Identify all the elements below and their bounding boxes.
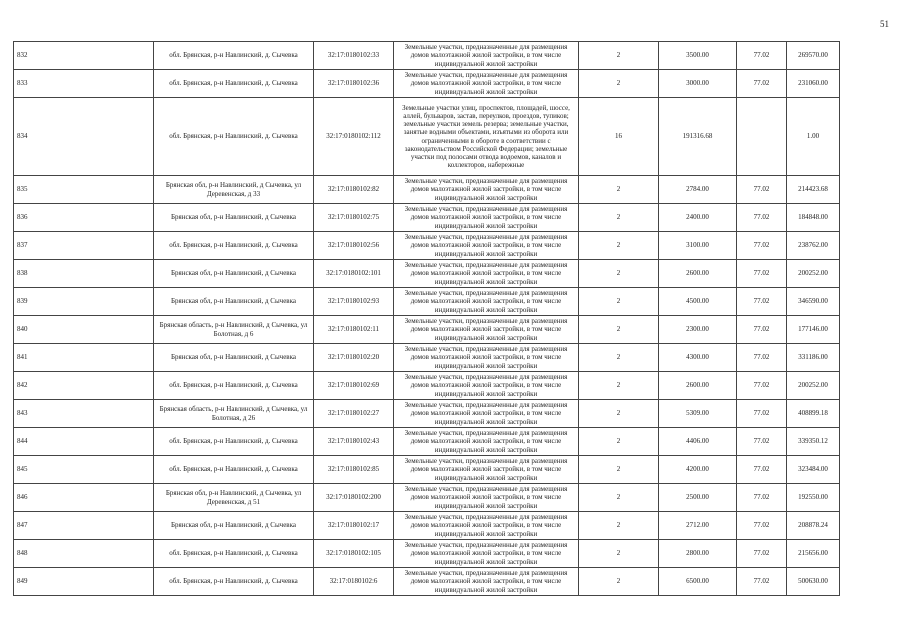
permitted-use-cell: Земельные участки, предназначенные для размещения домов малоэтажной жилой застройки, в том числе индивидуальной жилой застройки	[394, 484, 579, 512]
category-code-cell: 2	[579, 204, 659, 232]
area-cell: 2600.00	[659, 372, 737, 400]
cadastral-value-cell: 323484.00	[787, 456, 840, 484]
row-number: 832	[14, 42, 154, 70]
address-cell: обл. Брянская, р-н Навлинский, д. Сычевка	[154, 568, 314, 596]
address-cell: обл. Брянская, р-н Навлинский, д. Сычевка	[154, 70, 314, 98]
address-cell: Брянская обл, р-н Навлинский, д Сычевка, ул Деревенская, д 51	[154, 484, 314, 512]
row-number: 845	[14, 456, 154, 484]
table-row	[14, 42, 840, 70]
category-code-cell: 2	[579, 400, 659, 428]
cadastral-number-cell: 32:17:0180102:43	[314, 428, 394, 456]
specific-value-cell: 77.02	[737, 400, 787, 428]
table-row	[14, 484, 840, 512]
specific-value-cell: 77.02	[737, 568, 787, 596]
cadastral-value-cell: 238762.00	[787, 232, 840, 260]
cadastral-number-cell: 32:17:0180102:33	[314, 42, 394, 70]
area-cell: 4500.00	[659, 288, 737, 316]
cadastral-number-cell: 32:17:0180102:200	[314, 484, 394, 512]
specific-value-cell: 77.02	[737, 204, 787, 232]
cadastral-number-cell: 32:17:0180102:85	[314, 456, 394, 484]
permitted-use-cell: Земельные участки, предназначенные для размещения домов малоэтажной жилой застройки, в том числе индивидуальной жилой застройки	[394, 428, 579, 456]
row-number: 833	[14, 70, 154, 98]
area-cell: 3000.00	[659, 70, 737, 98]
address-cell: обл. Брянская, р-н Навлинский, д. Сычевка	[154, 428, 314, 456]
row-number: 844	[14, 428, 154, 456]
specific-value-cell: 77.02	[737, 344, 787, 372]
permitted-use-cell: Земельные участки, предназначенные для размещения домов малоэтажной жилой застройки, в том числе индивидуальной жилой застройки	[394, 232, 579, 260]
cadastral-value-cell: 231060.00	[787, 70, 840, 98]
cadastral-number-cell: 32:17:0180102:27	[314, 400, 394, 428]
category-code-cell: 2	[579, 176, 659, 204]
cadastral-value-cell: 184848.00	[787, 204, 840, 232]
row-number: 837	[14, 232, 154, 260]
cadastral-number-cell: 32:17:0180102:82	[314, 176, 394, 204]
table-row	[14, 260, 840, 288]
table-body	[14, 42, 840, 596]
cadastral-value-cell: 208878.24	[787, 512, 840, 540]
area-cell: 4406.00	[659, 428, 737, 456]
address-cell: Брянская область, р-н Навлинский, д Сычевка, ул Болотная, д 6	[154, 316, 314, 344]
row-number: 839	[14, 288, 154, 316]
category-code-cell: 2	[579, 428, 659, 456]
address-cell: обл. Брянская, р-н Навлинский, д. Сычевка	[154, 540, 314, 568]
permitted-use-cell: Земельные участки, предназначенные для размещения домов малоэтажной жилой застройки, в том числе индивидуальной жилой застройки	[394, 204, 579, 232]
specific-value-cell: 77.02	[737, 70, 787, 98]
address-cell: Брянская обл, р-н Навлинский, д Сычевка, ул Деревенская, д 33	[154, 176, 314, 204]
permitted-use-cell: Земельные участки, предназначенные для размещения домов малоэтажной жилой застройки, в том числе индивидуальной жилой застройки	[394, 176, 579, 204]
row-number: 848	[14, 540, 154, 568]
specific-value-cell: 77.02	[737, 456, 787, 484]
permitted-use-cell: Земельные участки, предназначенные для размещения домов малоэтажной жилой застройки, в том числе индивидуальной жилой застройки	[394, 344, 579, 372]
address-cell: Брянская область, р-н Навлинский, д Сычевка, ул Болотная, д 26	[154, 400, 314, 428]
permitted-use-cell: Земельные участки, предназначенные для размещения домов малоэтажной жилой застройки, в том числе индивидуальной жилой застройки	[394, 316, 579, 344]
area-cell: 3100.00	[659, 232, 737, 260]
row-number: 835	[14, 176, 154, 204]
cadastral-value-cell: 200252.00	[787, 260, 840, 288]
table-row	[14, 176, 840, 204]
table-row	[14, 344, 840, 372]
table-row	[14, 98, 840, 176]
permitted-use-cell: Земельные участки, предназначенные для размещения домов малоэтажной жилой застройки, в том числе индивидуальной жилой застройки	[394, 70, 579, 98]
area-cell: 2400.00	[659, 204, 737, 232]
category-code-cell: 2	[579, 540, 659, 568]
category-code-cell: 2	[579, 484, 659, 512]
category-code-cell: 16	[579, 98, 659, 176]
area-cell: 6500.00	[659, 568, 737, 596]
category-code-cell: 2	[579, 232, 659, 260]
permitted-use-cell: Земельные участки, предназначенные для размещения домов малоэтажной жилой застройки, в том числе индивидуальной жилой застройки	[394, 42, 579, 70]
specific-value-cell: 77.02	[737, 512, 787, 540]
cadastral-number-cell: 32:17:0180102:75	[314, 204, 394, 232]
cadastral-number-cell: 32:17:0180102:112	[314, 98, 394, 176]
specific-value-cell: 77.02	[737, 540, 787, 568]
address-cell: Брянская обл, р-н Навлинский, д Сычевка	[154, 344, 314, 372]
cadastral-value-cell: 500630.00	[787, 568, 840, 596]
table-row	[14, 372, 840, 400]
address-cell: обл. Брянская, р-н Навлинский, д. Сычевка	[154, 372, 314, 400]
cadastral-value-cell: 192550.00	[787, 484, 840, 512]
category-code-cell: 2	[579, 316, 659, 344]
area-cell: 2784.00	[659, 176, 737, 204]
address-cell: Брянская обл, р-н Навлинский, д Сычевка	[154, 512, 314, 540]
table-row	[14, 288, 840, 316]
area-cell: 2800.00	[659, 540, 737, 568]
row-number: 838	[14, 260, 154, 288]
table-row	[14, 428, 840, 456]
cadastral-value-cell: 215656.00	[787, 540, 840, 568]
area-cell: 2500.00	[659, 484, 737, 512]
table-row	[14, 456, 840, 484]
specific-value-cell: 77.02	[737, 428, 787, 456]
area-cell: 4200.00	[659, 456, 737, 484]
table-row	[14, 70, 840, 98]
permitted-use-cell: Земельные участки, предназначенные для размещения домов малоэтажной жилой застройки, в том числе индивидуальной жилой застройки	[394, 260, 579, 288]
category-code-cell: 2	[579, 568, 659, 596]
specific-value-cell: 77.02	[737, 316, 787, 344]
permitted-use-cell: Земельные участки, предназначенные для размещения домов малоэтажной жилой застройки, в том числе индивидуальной жилой застройки	[394, 568, 579, 596]
land-registry-table	[13, 41, 840, 596]
permitted-use-cell: Земельные участки, предназначенные для размещения домов малоэтажной жилой застройки, в том числе индивидуальной жилой застройки	[394, 400, 579, 428]
row-number: 834	[14, 98, 154, 176]
row-number: 849	[14, 568, 154, 596]
cadastral-value-cell: 331186.00	[787, 344, 840, 372]
cadastral-number-cell: 32:17:0180102:56	[314, 232, 394, 260]
address-cell: обл. Брянская, р-н Навлинский, д. Сычевка	[154, 456, 314, 484]
address-cell: обл. Брянская, р-н Навлинский, д. Сычевка	[154, 232, 314, 260]
cadastral-number-cell: 32:17:0180102:20	[314, 344, 394, 372]
permitted-use-cell: Земельные участки, предназначенные для размещения домов малоэтажной жилой застройки, в том числе индивидуальной жилой застройки	[394, 372, 579, 400]
area-cell: 2712.00	[659, 512, 737, 540]
category-code-cell: 2	[579, 288, 659, 316]
category-code-cell: 2	[579, 344, 659, 372]
category-code-cell: 2	[579, 260, 659, 288]
address-cell: Брянская обл, р-н Навлинский, д Сычевка	[154, 260, 314, 288]
specific-value-cell: 77.02	[737, 176, 787, 204]
cadastral-number-cell: 32:17:0180102:69	[314, 372, 394, 400]
row-number: 847	[14, 512, 154, 540]
area-cell: 191316.68	[659, 98, 737, 176]
category-code-cell: 2	[579, 70, 659, 98]
specific-value-cell: 77.02	[737, 484, 787, 512]
category-code-cell: 2	[579, 456, 659, 484]
cadastral-number-cell: 32:17:0180102:105	[314, 540, 394, 568]
address-cell: обл. Брянская, р-н Навлинский, д. Сычевка	[154, 42, 314, 70]
table-row	[14, 204, 840, 232]
cadastral-value-cell: 177146.00	[787, 316, 840, 344]
area-cell: 3500.00	[659, 42, 737, 70]
permitted-use-cell: Земельные участки, предназначенные для размещения домов малоэтажной жилой застройки, в том числе индивидуальной жилой застройки	[394, 288, 579, 316]
row-number: 840	[14, 316, 154, 344]
area-cell: 2600.00	[659, 260, 737, 288]
table-row	[14, 232, 840, 260]
row-number: 841	[14, 344, 154, 372]
area-cell: 2300.00	[659, 316, 737, 344]
area-cell: 4300.00	[659, 344, 737, 372]
specific-value-cell: 77.02	[737, 372, 787, 400]
table-row	[14, 400, 840, 428]
cadastral-value-cell: 339350.12	[787, 428, 840, 456]
specific-value-cell: 77.02	[737, 42, 787, 70]
address-cell: Брянская обл, р-н Навлинский, д Сычевка	[154, 204, 314, 232]
cadastral-value-cell: 200252.00	[787, 372, 840, 400]
address-cell: обл. Брянская, р-н Навлинский, д. Сычевка	[154, 98, 314, 176]
row-number: 846	[14, 484, 154, 512]
row-number: 843	[14, 400, 154, 428]
specific-value-cell	[737, 98, 787, 176]
permitted-use-cell: Земельные участки, предназначенные для размещения домов малоэтажной жилой застройки, в том числе индивидуальной жилой застройки	[394, 456, 579, 484]
cadastral-value-cell: 1.00	[787, 98, 840, 176]
cadastral-value-cell: 214423.68	[787, 176, 840, 204]
table-row	[14, 512, 840, 540]
category-code-cell: 2	[579, 372, 659, 400]
specific-value-cell: 77.02	[737, 288, 787, 316]
cadastral-number-cell: 32:17:0180102:11	[314, 316, 394, 344]
table-row	[14, 540, 840, 568]
address-cell: Брянская обл, р-н Навлинский, д Сычевка	[154, 288, 314, 316]
cadastral-number-cell: 32:17:0180102:93	[314, 288, 394, 316]
permitted-use-cell: Земельные участки, предназначенные для размещения домов малоэтажной жилой застройки, в том числе индивидуальной жилой застройки	[394, 512, 579, 540]
permitted-use-cell: Земельные участки, предназначенные для размещения домов малоэтажной жилой застройки, в том числе индивидуальной жилой застройки	[394, 540, 579, 568]
table-row	[14, 568, 840, 596]
row-number: 836	[14, 204, 154, 232]
cadastral-value-cell: 346590.00	[787, 288, 840, 316]
cadastral-number-cell: 32:17:0180102:6	[314, 568, 394, 596]
cadastral-number-cell: 32:17:0180102:36	[314, 70, 394, 98]
table-row	[14, 316, 840, 344]
area-cell: 5309.00	[659, 400, 737, 428]
cadastral-value-cell: 269570.00	[787, 42, 840, 70]
specific-value-cell: 77.02	[737, 232, 787, 260]
cadastral-value-cell: 408899.18	[787, 400, 840, 428]
specific-value-cell: 77.02	[737, 260, 787, 288]
permitted-use-cell: Земельные участки улиц, проспектов, площадей, шоссе, аллей, бульваров, застав, переулков, проездов, тупиков; земельные участки земель резерва; земельные участки, занятые водными объектами, изъятыми из оборота или ограниченными в обороте в соответствии с законодательством Российской Федерации; земельные участки под полосами отвода водоемов, каналов и коллекторов, набережные	[394, 98, 579, 176]
page-number: 51	[880, 19, 889, 29]
row-number: 842	[14, 372, 154, 400]
category-code-cell: 2	[579, 512, 659, 540]
cadastral-number-cell: 32:17:0180102:101	[314, 260, 394, 288]
category-code-cell: 2	[579, 42, 659, 70]
cadastral-number-cell: 32:17:0180102:17	[314, 512, 394, 540]
